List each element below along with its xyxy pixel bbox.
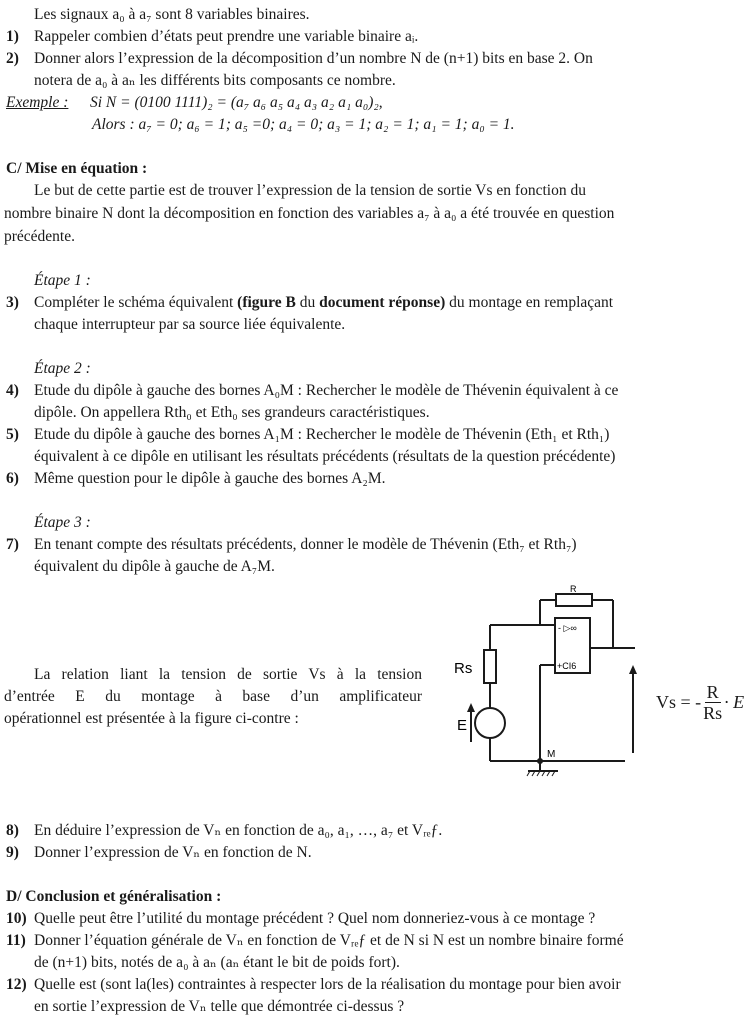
formula-numerator: R: [706, 682, 719, 702]
formula-denominator: Rs: [703, 703, 723, 723]
question-2-text-line2: notera de a₀ à aₙ les différents bits composants ce nombre.: [34, 72, 396, 89]
example-label: Exemple :: [6, 94, 69, 111]
question-4-text-line2: dipôle. On appellera Rth₀ et Eth₀ ses grandeurs caractéristiques.: [34, 404, 430, 421]
voltage-source-e: [475, 708, 505, 738]
question-4-text-line1: Etude du dipôle à gauche des bornes A₀M : Rechercher le modèle de Thévenin équivalent à ce: [34, 382, 619, 399]
node-m: [537, 758, 543, 764]
label-r: R: [570, 585, 577, 594]
question-number: 11): [6, 932, 26, 949]
question-number: 10): [6, 910, 27, 927]
question-number: 8): [6, 822, 19, 839]
relation-line2: d’entrée E du montage à base d’un amplificateur: [4, 688, 422, 705]
q3-post: du montage en remplaçant: [445, 294, 614, 311]
label-e: E: [457, 717, 468, 734]
section-c-title: C/ Mise en équation :: [6, 160, 148, 177]
opamp-label-top: - ▷∞: [558, 623, 577, 633]
question-number: 5): [6, 426, 19, 443]
question-number: 12): [6, 976, 27, 993]
question-number: 3): [6, 294, 19, 311]
etape-1-label: Étape 1 :: [34, 272, 91, 289]
opamp-label-bottom: +CI6: [557, 661, 577, 671]
question-6-text: Même question pour le dipôle à gauche des bornes A₂M.: [34, 470, 386, 487]
label-m: M: [547, 749, 556, 760]
resistor-rs: [484, 650, 496, 683]
question-12-text-line1: Quelle est (sont la(les) contraintes à respecter lors de la réalisation du montage pour bien avoir: [34, 976, 621, 993]
question-number: 1): [6, 28, 19, 45]
etape-2-label: Étape 2 :: [34, 360, 91, 377]
question-3-text-line1: [34, 294, 613, 312]
question-9-text: Donner l’expression de Vₙ en fonction de N.: [34, 844, 312, 861]
question-2-text-line1: Donner alors l’expression de la décomposition d’un nombre N de (n+1) bits en base 2. On: [34, 50, 593, 67]
relation-paragraph: [4, 664, 422, 730]
question-11-text-line2: de (n+1) bits, notés de a₀ à aₙ (aₙ étant le bit de poids fort).: [34, 954, 400, 971]
section-c-paragraph-line1: Le but de cette partie est de trouver l’expression de la tension de sortie Vs en fonction du: [34, 182, 586, 199]
q3-pre: Compléter le schéma équivalent: [34, 294, 238, 311]
intro-text: Les signaux a₀ à a₇ sont 8 variables binaires.: [34, 6, 310, 23]
q3-doc-ref: document réponse): [319, 294, 446, 311]
opamp-circuit-diagram: [440, 585, 660, 785]
q3-mid: du: [295, 294, 320, 311]
question-7-text-line1: En tenant compte des résultats précédents, donner le modèle de Thévenin (Eth₇ et Rth₇): [34, 536, 577, 553]
relation-line1: La relation liant la tension de sortie Vs à la tension: [34, 666, 422, 683]
resistor-r: [556, 594, 592, 606]
vs-formula: [656, 682, 744, 723]
question-number: 6): [6, 470, 19, 487]
example-line2: Alors : a₇ = 0; a₆ = 1; a₅ =0; a₄ = 0; a₃ = 1; a₂ = 1; a₁ = 1; a₀ = 1.: [92, 116, 515, 133]
relation-line3: opérationnel est présentée à la figure ci-contre :: [4, 710, 299, 727]
question-number: 2): [6, 50, 19, 67]
formula-fraction: [703, 682, 722, 723]
question-10-text: Quelle peut être l’utilité du montage précédent ? Quel nom donneriez-vous à ce montage ?: [34, 910, 596, 927]
label-rs: Rs: [454, 660, 473, 677]
q3-figure-ref: (figure B: [237, 294, 296, 311]
example-line1: Si N = (0100 1111)₂ = (a₇ a₆ a₅ a₄ a₃ a₂ a₁ a₀)₂,: [90, 94, 383, 111]
section-d-title: D/ Conclusion et généralisation :: [6, 888, 222, 905]
section-c-paragraph-line3: précédente.: [4, 228, 75, 245]
question-5-text-line1: Etude du dipôle à gauche des bornes A₁M : Rechercher le modèle de Thévenin (Eth₁ et Rth₁): [34, 426, 610, 443]
question-12-text-line2: en sortie l’expression de Vₙ telle que démontrée ci-dessus ?: [34, 998, 405, 1015]
question-1-text: Rappeler combien d’états peut prendre une variable binaire aᵢ.: [34, 28, 419, 45]
question-11-text-line1: Donner l’équation générale de Vₙ en fonction de Vᵣₑƒ et de N si N est un nombre binaire formé: [34, 932, 624, 949]
question-number: 7): [6, 536, 19, 553]
section-c-paragraph-line2: nombre binaire N dont la décomposition en fonction des variables a₇ à a₀ a été trouvée en question: [4, 205, 615, 222]
question-5-text-line2: équivalent à ce dipôle en utilisant les résultats précédents (résultats de la question précédente): [34, 448, 616, 465]
vs-arrow-head: [629, 665, 637, 674]
question-number: 4): [6, 382, 19, 399]
formula-lhs: Vs = -: [656, 692, 702, 712]
question-8-text: En déduire l’expression de Vₙ en fonction de a₀, a₁, …, a₇ et Vᵣₑƒ.: [34, 822, 443, 839]
etape-3-label: Étape 3 :: [34, 514, 91, 531]
question-number: 9): [6, 844, 19, 861]
question-7-text-line2: équivalent du dipôle à gauche de A₇M.: [34, 558, 275, 575]
question-3-text-line2: chaque interrupteur par sa source liée équivalente.: [34, 316, 346, 333]
e-arrow-head: [467, 703, 475, 712]
formula-rhs: · E: [724, 692, 745, 712]
